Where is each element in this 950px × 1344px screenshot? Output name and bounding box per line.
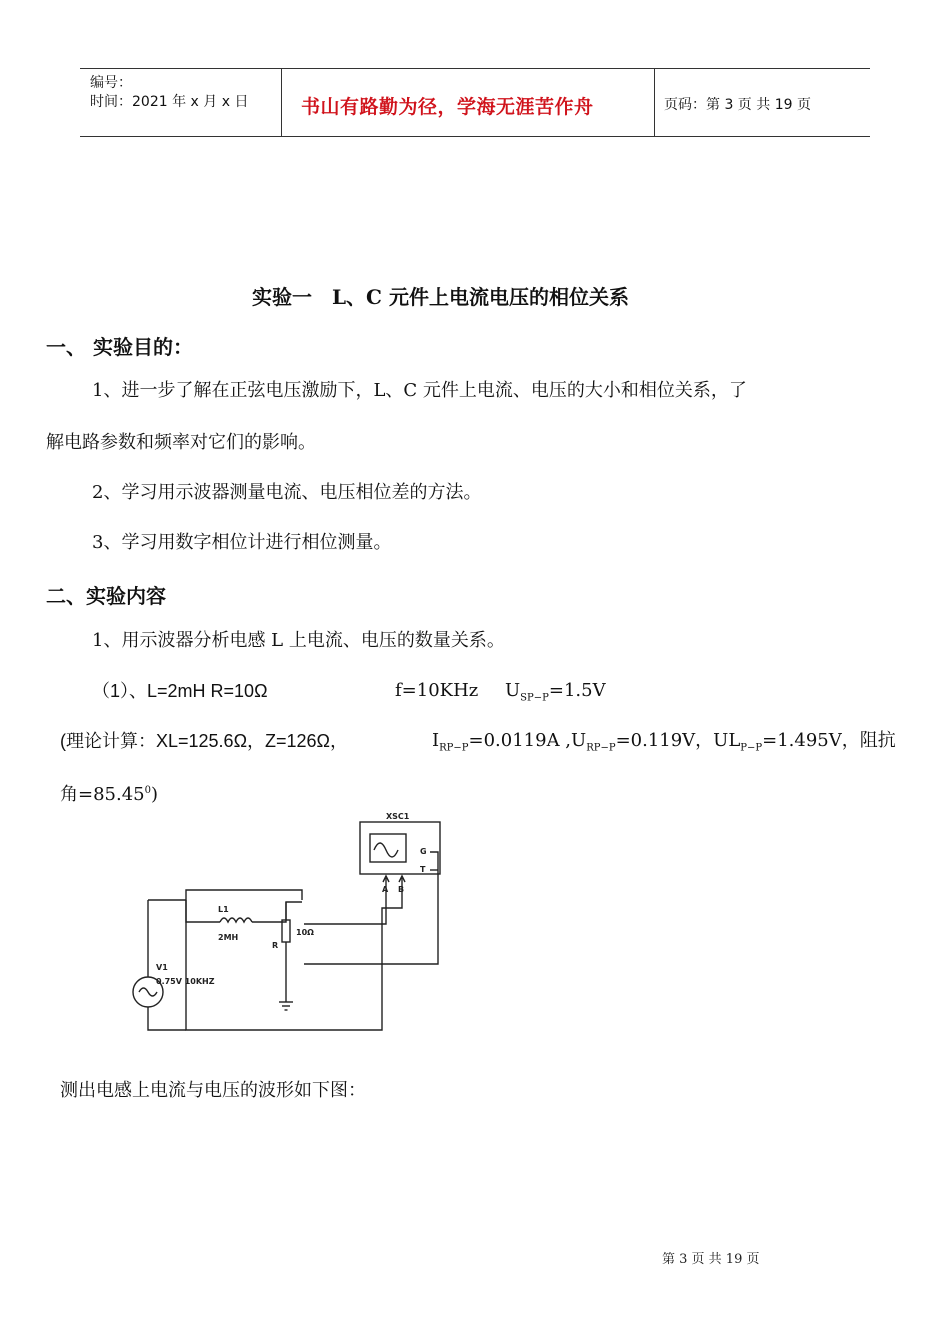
calc-line1: [60, 728, 348, 755]
serial-label: 编号：: [90, 75, 132, 91]
oscilloscope-wave: [374, 843, 398, 857]
params-prefix: （1）、L=2mH R=10Ω: [92, 681, 268, 701]
header-motto: 书山有路勤为径，学海无涯苦作舟: [301, 96, 594, 118]
objective-1-line2: 解电路参数和频率对它们的影响。: [46, 432, 316, 453]
calc-open: (理论计算：XL=125.6Ω，Z=126Ω，: [60, 731, 349, 751]
objective-2: 2、学习用示波器测量电流、电压相位差的方法。: [92, 482, 482, 503]
scope-t-label: T: [420, 865, 426, 874]
waveform-caption: 测出电感上电流与电压的波形如下图：: [60, 1080, 366, 1101]
params-line: [92, 678, 606, 705]
inductor-label: L1: [218, 905, 229, 914]
content-item-1: 1、用示波器分析电感 L 上电流、电压的数量关系。: [92, 630, 505, 651]
header-divider-left: [281, 68, 282, 136]
source-value: 0.75V 10KHZ: [156, 977, 215, 986]
page-title: 实验一 L、C 元件上电流电压的相位关系: [252, 285, 629, 309]
scope-b-label: B: [398, 885, 405, 894]
circuit-diagram: [86, 812, 456, 1037]
scope-label: XSC1: [386, 812, 410, 821]
oscilloscope-body: [360, 822, 440, 874]
header-bottom-rule: [80, 136, 870, 137]
inductor-coil: [220, 918, 252, 922]
date-label: 时间：2021 年 x 月 x 日: [90, 94, 249, 110]
calc-line2: 角$=85.45^0$): [60, 784, 159, 805]
scope-a-label: A: [382, 885, 389, 894]
objective-3: 3、学习用数字相位计进行相位测量。: [92, 532, 392, 553]
inductor-value: 2MH: [218, 933, 239, 942]
params-freq: f=10KHz: [395, 680, 479, 701]
header-top-rule: [80, 68, 870, 69]
resistor-label: R: [272, 941, 279, 950]
page-footer: 第 3 页 共 19 页: [662, 1252, 760, 1267]
resistor-body: [282, 920, 290, 942]
scope-g-label: G: [420, 847, 427, 856]
params-us: $U_{SP-P}=1.5V$: [505, 680, 606, 704]
source-label: V1: [156, 963, 168, 972]
resistor-value: 10Ω: [296, 928, 314, 937]
section1-heading: 一、 实验目的：: [46, 335, 193, 359]
objective-1-line1: 1、进一步了解在正弦电压激励下，L、C 元件上电流、电压的大小和相位关系，了: [92, 380, 747, 401]
section2-heading: 二、实验内容: [46, 584, 166, 608]
calc-line1-values: $I_{RP-P}=0.0119A$ $,U_{RP-P}=0.119V$，$UL_{P-P}=1.495V$，阻抗: [432, 730, 896, 754]
page-label: 页码：第 3 页 共 19 页: [664, 97, 811, 113]
header-divider-right: [654, 68, 655, 136]
